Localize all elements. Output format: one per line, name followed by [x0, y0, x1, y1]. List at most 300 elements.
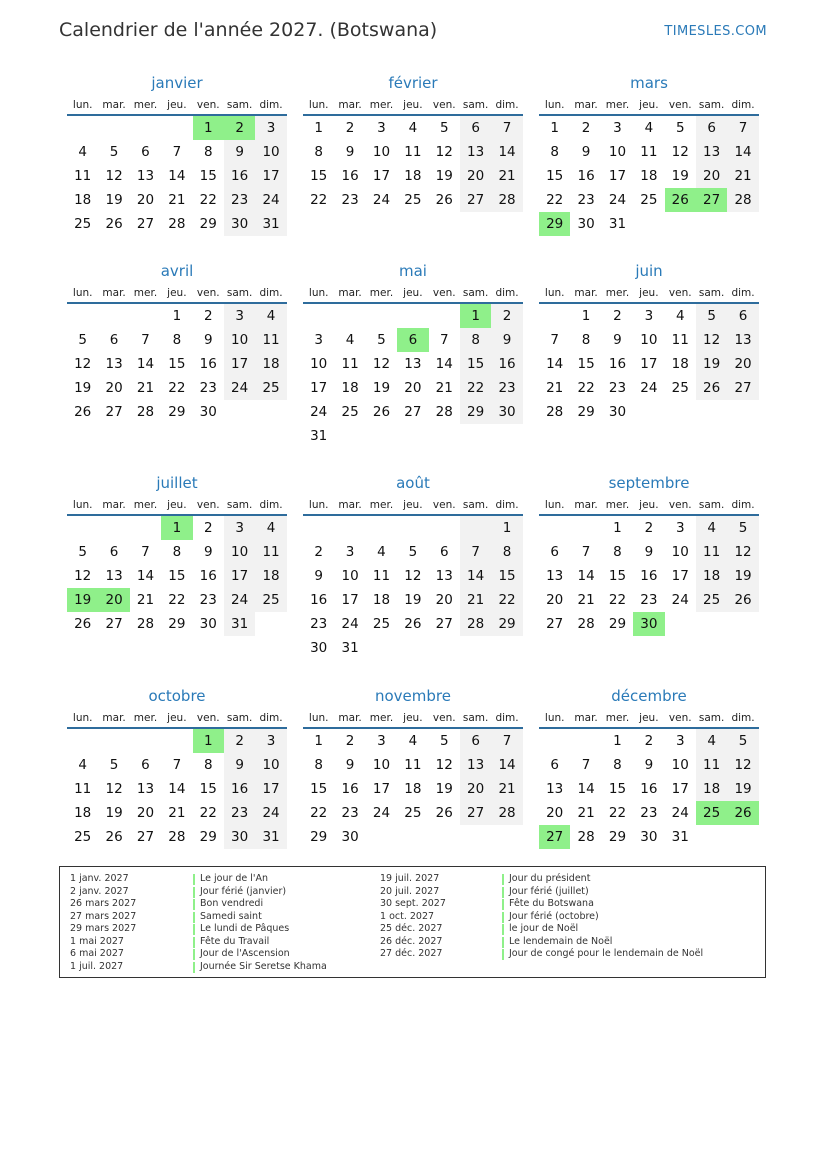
weekday-label: lun.	[544, 99, 565, 111]
day-cell: 10	[671, 544, 689, 560]
day-cell: 8	[491, 540, 522, 564]
empty-cell	[491, 424, 522, 448]
day-cell: 7	[141, 332, 150, 348]
day-cell: 11	[671, 332, 689, 348]
empty-cell	[696, 612, 727, 636]
day-cell: 21	[136, 592, 155, 608]
day-cell: 25	[74, 216, 92, 232]
day-cell: 13	[435, 568, 453, 584]
empty-cell	[397, 304, 428, 328]
day-cell: 7	[491, 116, 522, 140]
day-cell: 13	[404, 356, 422, 372]
empty-cell	[570, 516, 601, 540]
weekday-label: lun.	[544, 287, 565, 299]
day-grid	[303, 729, 523, 849]
page-title: Calendrier de l'année 2027. (Botswana)	[59, 19, 438, 41]
holiday-date: 29 mars 2027	[70, 923, 137, 934]
day-cell: 9	[203, 544, 213, 560]
day-cell: 20	[727, 352, 758, 376]
month-8	[539, 472, 759, 636]
day-cell: 2	[314, 544, 323, 560]
holiday-marker	[193, 962, 195, 973]
weekday-header	[67, 282, 287, 304]
day-cell: 22	[608, 805, 627, 821]
day-cell: 2	[203, 520, 213, 536]
day-cell: 13	[696, 140, 727, 164]
day-cell: 23	[608, 380, 627, 396]
day-cell: 28	[136, 404, 155, 420]
day-cell: 24	[671, 805, 689, 821]
empty-cell	[130, 729, 161, 753]
day-cell: 8	[314, 757, 323, 773]
day-cell: 5	[727, 729, 758, 753]
day-cell: 5	[377, 332, 386, 348]
day-cell: 11	[341, 356, 359, 372]
weekday-label: mer.	[369, 99, 394, 111]
day-cell: 17	[224, 564, 255, 588]
holiday-date: 27 déc. 2027	[380, 948, 443, 959]
weekday-label: lun.	[72, 99, 93, 111]
day-cell: 27	[539, 825, 570, 849]
day-cell: 16	[224, 777, 255, 801]
day-cell: 4	[255, 304, 286, 328]
day-cell: 17	[671, 781, 689, 797]
day-cell: 2	[644, 520, 654, 536]
day-cell: 31	[341, 640, 359, 656]
empty-cell	[98, 304, 129, 328]
empty-cell	[161, 116, 192, 140]
day-cell: 26	[74, 616, 92, 632]
day-cell: 27	[727, 376, 758, 400]
day-cell: 6	[141, 144, 150, 160]
day-cell: 28	[491, 188, 522, 212]
day-cell: 30	[491, 400, 522, 424]
day-cell: 15	[168, 356, 186, 372]
day-cell: 9	[314, 568, 323, 584]
day-cell: 3	[255, 729, 286, 753]
day-cell: 18	[404, 168, 422, 184]
empty-cell	[334, 516, 365, 540]
day-cell: 2	[613, 308, 622, 324]
day-cell: 28	[168, 216, 186, 232]
day-cell: 17	[372, 781, 391, 797]
day-cell: 8	[203, 757, 213, 773]
day-cell: 18	[255, 352, 286, 376]
holiday-marker	[193, 937, 195, 948]
day-cell: 30	[224, 825, 255, 849]
day-cell: 28	[136, 616, 155, 632]
empty-cell	[334, 304, 365, 328]
day-cell: 15	[310, 781, 328, 797]
day-cell: 12	[696, 328, 727, 352]
day-cell: 20	[136, 192, 155, 208]
empty-cell	[633, 400, 664, 424]
weekday-header	[539, 707, 759, 729]
empty-cell	[130, 116, 161, 140]
month-name: mai	[399, 262, 427, 280]
day-cell: 2	[224, 116, 255, 140]
day-cell: 16	[199, 568, 217, 584]
weekday-header	[303, 94, 523, 116]
day-cell: 18	[341, 380, 359, 396]
weekday-label: ven.	[668, 499, 692, 511]
day-cell: 16	[640, 568, 658, 584]
day-cell: 29	[608, 616, 627, 632]
day-cell: 4	[696, 516, 727, 540]
day-cell: 16	[640, 781, 658, 797]
month-2	[539, 72, 759, 236]
day-cell: 1	[193, 116, 224, 140]
holiday-name: Le jour de l'An	[200, 873, 269, 884]
weekday-label: dim.	[731, 99, 755, 111]
empty-cell	[491, 825, 522, 849]
day-cell: 9	[224, 753, 255, 777]
day-cell: 15	[608, 568, 627, 584]
empty-cell	[539, 516, 570, 540]
empty-cell	[460, 424, 491, 448]
day-cell: 27	[460, 801, 491, 825]
month-name: août	[396, 474, 430, 492]
site-link[interactable]: TIMESLES.COM	[664, 24, 767, 39]
month-1	[303, 72, 523, 212]
holiday-marker	[502, 949, 504, 960]
day-cell: 5	[78, 544, 87, 560]
day-cell: 7	[439, 332, 449, 348]
weekday-label: mar.	[574, 499, 598, 511]
day-cell: 21	[546, 380, 564, 396]
day-cell: 10	[372, 144, 391, 160]
empty-cell	[460, 516, 491, 540]
day-cell: 8	[314, 144, 323, 160]
day-cell: 13	[136, 781, 155, 797]
day-cell: 19	[404, 592, 422, 608]
month-3	[67, 260, 287, 424]
day-cell: 11	[404, 144, 422, 160]
holiday-legend	[59, 866, 766, 978]
day-cell: 3	[255, 116, 286, 140]
day-cell: 9	[613, 332, 622, 348]
day-cell: 28	[491, 801, 522, 825]
month-name: octobre	[148, 687, 206, 705]
day-cell: 30	[633, 612, 664, 636]
day-cell: 11	[74, 781, 92, 797]
day-cell: 30	[341, 829, 359, 845]
day-cell: 25	[696, 801, 727, 825]
day-cell: 24	[671, 592, 689, 608]
day-cell: 2	[644, 733, 654, 749]
day-cell: 2	[345, 733, 355, 749]
day-cell: 11	[372, 568, 391, 584]
day-cell: 6	[397, 328, 428, 352]
day-cell: 5	[109, 757, 119, 773]
weekday-label: sam.	[226, 99, 253, 111]
empty-cell	[161, 729, 192, 753]
day-cell: 22	[546, 192, 564, 208]
holiday-date: 6 mai 2027	[70, 948, 124, 959]
empty-cell	[130, 516, 161, 540]
empty-cell	[67, 116, 98, 140]
empty-cell	[67, 516, 98, 540]
day-cell: 19	[105, 192, 123, 208]
empty-cell	[727, 825, 758, 849]
day-cell: 12	[74, 356, 92, 372]
day-cell: 23	[199, 380, 217, 396]
day-cell: 7	[172, 144, 182, 160]
day-cell: 17	[255, 164, 286, 188]
holiday-marker	[502, 899, 504, 910]
holiday-name: Fête du Travail	[200, 935, 270, 947]
day-grid	[67, 729, 287, 849]
day-cell: 27	[136, 829, 155, 845]
empty-cell	[366, 516, 397, 540]
month-name: décembre	[611, 687, 687, 705]
day-cell: 9	[644, 757, 654, 773]
day-cell: 23	[199, 592, 217, 608]
weekday-label: sam.	[462, 712, 489, 724]
day-cell: 8	[203, 144, 213, 160]
day-cell: 28	[460, 612, 491, 636]
empty-cell	[397, 825, 428, 849]
holiday-marker	[502, 887, 504, 898]
day-cell: 11	[74, 168, 92, 184]
day-cell: 22	[168, 592, 186, 608]
month-11	[539, 685, 759, 849]
day-cell: 25	[341, 404, 359, 420]
weekday-label: lun.	[308, 287, 329, 299]
day-cell: 7	[491, 729, 522, 753]
holiday-marker	[193, 924, 195, 935]
weekday-header	[303, 494, 523, 516]
day-cell: 15	[608, 781, 627, 797]
day-cell: 21	[460, 588, 491, 612]
day-cell: 29	[168, 616, 186, 632]
day-cell: 31	[224, 612, 255, 636]
weekday-label: jeu.	[639, 287, 659, 299]
day-cell: 8	[613, 757, 622, 773]
weekday-label: jeu.	[167, 99, 187, 111]
holiday-name: Jour du président	[509, 873, 591, 884]
day-cell: 21	[435, 380, 453, 396]
day-cell: 22	[460, 376, 491, 400]
weekday-label: ven.	[196, 499, 220, 511]
day-cell: 19	[74, 380, 92, 396]
day-cell: 5	[675, 120, 685, 136]
day-cell: 14	[577, 568, 595, 584]
day-cell: 13	[460, 753, 491, 777]
day-cell: 26	[435, 192, 453, 208]
month-name: janvier	[151, 74, 203, 92]
day-cell: 6	[460, 116, 491, 140]
day-cell: 15	[546, 168, 564, 184]
day-cell: 20	[546, 592, 564, 608]
day-cell: 20	[696, 164, 727, 188]
empty-cell	[366, 424, 397, 448]
weekday-label: lun.	[308, 99, 329, 111]
day-cell: 24	[255, 801, 286, 825]
holiday-date: 1 oct. 2027	[380, 910, 435, 922]
day-cell: 19	[435, 781, 453, 797]
day-cell: 3	[613, 120, 622, 136]
month-name: février	[388, 74, 438, 92]
weekday-label: lun.	[308, 712, 329, 724]
empty-cell	[67, 304, 98, 328]
day-cell: 3	[345, 544, 355, 560]
empty-cell	[633, 212, 664, 236]
weekday-label: mar.	[338, 287, 362, 299]
month-0	[67, 72, 287, 236]
day-grid	[539, 516, 759, 636]
weekday-label: jeu.	[639, 499, 659, 511]
empty-cell	[696, 212, 727, 236]
day-cell: 16	[491, 352, 522, 376]
day-cell: 22	[491, 588, 522, 612]
weekday-label: ven.	[432, 499, 456, 511]
holiday-marker	[193, 887, 195, 898]
day-cell: 13	[727, 328, 758, 352]
day-cell: 24	[608, 192, 627, 208]
holiday-name: Jour férié (juillet)	[509, 885, 589, 897]
day-cell: 17	[640, 356, 658, 372]
day-cell: 1	[314, 120, 323, 136]
day-cell: 7	[550, 332, 559, 348]
day-cell: 2	[224, 729, 255, 753]
day-cell: 1	[550, 120, 559, 136]
weekday-header	[303, 707, 523, 729]
day-cell: 6	[727, 304, 758, 328]
day-cell: 29	[168, 404, 186, 420]
day-cell: 3	[224, 516, 255, 540]
day-cell: 9	[644, 544, 654, 560]
day-grid	[67, 304, 287, 424]
empty-cell	[727, 612, 758, 636]
day-cell: 13	[546, 781, 564, 797]
day-cell: 16	[341, 781, 359, 797]
day-cell: 4	[255, 516, 286, 540]
day-cell: 13	[105, 568, 123, 584]
weekday-label: jeu.	[167, 499, 187, 511]
empty-cell	[366, 304, 397, 328]
day-cell: 29	[608, 829, 627, 845]
day-cell: 4	[696, 729, 727, 753]
day-cell: 1	[172, 308, 182, 324]
day-cell: 29	[310, 829, 328, 845]
weekday-label: jeu.	[403, 287, 423, 299]
day-cell: 30	[224, 212, 255, 236]
holiday-name: Jour férié (janvier)	[200, 885, 287, 897]
day-cell: 8	[550, 144, 559, 160]
month-4	[303, 260, 523, 448]
day-cell: 5	[439, 120, 449, 136]
day-cell: 10	[224, 540, 255, 564]
day-grid	[67, 516, 287, 636]
weekday-label: mar.	[574, 712, 598, 724]
weekday-label: sam.	[698, 287, 725, 299]
day-cell: 14	[546, 356, 564, 372]
day-cell: 5	[439, 733, 449, 749]
day-cell: 15	[199, 168, 217, 184]
day-cell: 7	[172, 757, 182, 773]
day-cell: 12	[435, 144, 453, 160]
day-cell: 20	[105, 380, 123, 396]
day-cell: 10	[224, 328, 255, 352]
holiday-marker	[193, 949, 195, 960]
day-cell: 25	[255, 376, 286, 400]
day-cell: 4	[78, 757, 87, 773]
weekday-label: mer.	[605, 712, 630, 724]
day-cell: 4	[644, 120, 654, 136]
weekday-label: mer.	[133, 287, 158, 299]
weekday-label: lun.	[72, 499, 93, 511]
day-cell: 20	[460, 164, 491, 188]
holiday-date: 25 déc. 2027	[380, 923, 443, 934]
day-cell: 12	[727, 753, 758, 777]
empty-cell	[429, 636, 460, 660]
day-cell: 23	[341, 192, 359, 208]
weekday-label: jeu.	[403, 99, 423, 111]
day-cell: 22	[577, 380, 595, 396]
day-cell: 4	[377, 544, 386, 560]
day-cell: 15	[491, 564, 522, 588]
day-cell: 3	[675, 520, 685, 536]
day-grid	[303, 116, 523, 212]
day-cell: 27	[105, 404, 123, 420]
holiday-date: 30 sept. 2027	[380, 898, 446, 909]
weekday-label: lun.	[72, 287, 93, 299]
day-cell: 27	[696, 188, 727, 212]
day-cell: 5	[727, 516, 758, 540]
empty-cell	[255, 400, 286, 424]
weekday-label: mar.	[574, 99, 598, 111]
day-cell: 4	[78, 144, 87, 160]
day-cell: 26	[727, 801, 758, 825]
day-cell: 25	[255, 588, 286, 612]
day-cell: 30	[310, 640, 328, 656]
day-cell: 25	[404, 805, 422, 821]
day-cell: 8	[172, 332, 182, 348]
day-cell: 12	[372, 356, 391, 372]
day-cell: 1	[581, 308, 591, 324]
day-cell: 10	[372, 757, 391, 773]
weekday-label: sam.	[698, 712, 725, 724]
day-cell: 16	[199, 356, 217, 372]
day-cell: 3	[644, 308, 654, 324]
day-cell: 6	[439, 544, 449, 560]
day-cell: 25	[696, 588, 727, 612]
weekday-label: dim.	[259, 99, 283, 111]
day-cell: 19	[727, 564, 758, 588]
day-cell: 11	[255, 540, 286, 564]
day-cell: 13	[460, 140, 491, 164]
day-cell: 6	[460, 729, 491, 753]
day-cell: 30	[199, 616, 217, 632]
weekday-label: sam.	[462, 499, 489, 511]
holiday-name: Fête du Botswana	[509, 898, 594, 909]
month-name: juin	[635, 262, 663, 280]
holiday-marker	[502, 924, 504, 935]
day-cell: 17	[255, 777, 286, 801]
day-cell: 7	[581, 544, 591, 560]
day-cell: 9	[345, 757, 355, 773]
day-grid	[303, 304, 523, 448]
weekday-header	[539, 94, 759, 116]
day-cell: 18	[696, 564, 727, 588]
day-cell: 10	[255, 140, 286, 164]
day-cell: 22	[310, 805, 328, 821]
day-cell: 26	[727, 588, 758, 612]
day-cell: 14	[136, 356, 155, 372]
holiday-name: Bon vendredi	[200, 898, 264, 909]
day-cell: 5	[408, 544, 418, 560]
